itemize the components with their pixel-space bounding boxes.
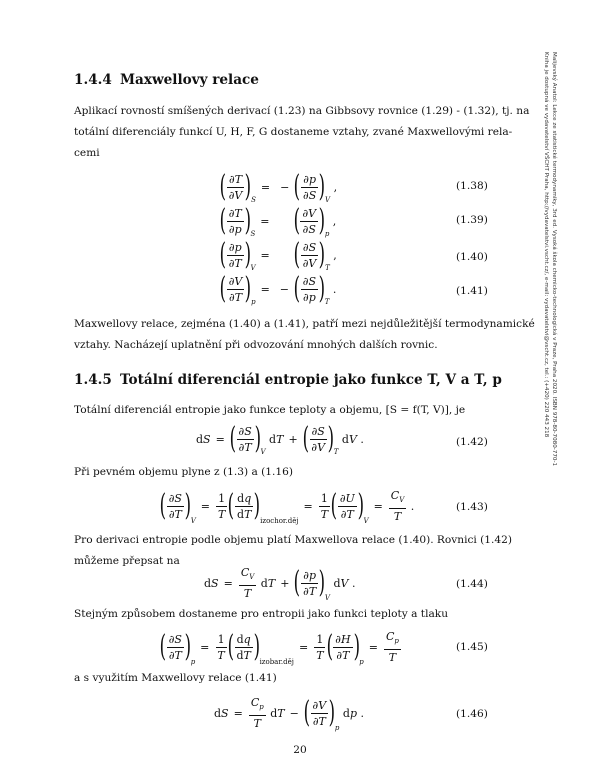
equation-number: (1.46) xyxy=(456,708,488,720)
paragraph-total-differential: Totální diferenciál entropie jako funkce teploty a objemu, [S = f(T, V)], je xyxy=(74,404,466,416)
equation-1-41: ( ∂V ∂T ) p = − ( ∂S ∂p ) T . xyxy=(219,271,337,306)
paragraph-intro xyxy=(74,101,530,164)
equation-number: (1.39) xyxy=(456,214,488,226)
paragraph-const-volume: Při pevném objemu plyne z (1.3) a (1.16) xyxy=(74,466,294,478)
sidebar-copyright-note xyxy=(527,52,559,692)
text-line: Aplikací rovností smíšených derivací (1.23) na Gibbsovy rovnice (1.29) - (1.32), tj. na xyxy=(74,105,530,117)
paragraph-same-way: Stejným způsobem dostaneme pro entropii jako funkci teploty a tlaku xyxy=(74,608,449,620)
equation-1-38: ( ∂T ∂V ) S = − ( ∂p ∂S ) V , xyxy=(219,169,338,204)
text-line: Pro derivaci entropie podle objemu platí Maxwellova relace (1.40). Rovnici (1.42) xyxy=(74,534,513,546)
equation-number: (1.40) xyxy=(456,251,488,263)
equation-number: (1.45) xyxy=(456,641,488,653)
text-line: Maxwellovy relace, zejména (1.40) a (1.41), patří mezi nejdůležitější termodynamické xyxy=(74,318,535,330)
section-title: Maxwellovy relace xyxy=(120,72,259,88)
equation-1-40: ( ∂p ∂T ) V = ( ∂S ∂V ) T , xyxy=(219,237,337,272)
sidebar-line: Malijevský Anatol: Lekce ze statistické termodynamiky, 3rd ed. Vysoká škola chemicko-technologická v Praze, Praha 2020. ISBN 978-80-7080-770-1 xyxy=(551,52,557,467)
section-number: 1.4.4 xyxy=(74,72,112,88)
process-label-izobar: izobar.děj xyxy=(259,658,294,667)
equation-1-42: d S = ( ∂S ∂T ) V d T + ( ∂S ∂V ) T d V . xyxy=(196,421,364,456)
text-line: můžeme přepsat na xyxy=(74,555,180,567)
equation-1-39: ( ∂T ∂p ) S = ( ∂V ∂S ) p , xyxy=(219,203,337,238)
section-heading-1-4-5 xyxy=(74,372,502,388)
process-label-izochor: izochor.děj xyxy=(260,517,299,526)
equation-1-45: ( ∂S ∂T ) p = $\frac{1}{T}$ ( dq dT ) izobar.děj = $\frac{1}{T}$ ( ∂H ∂T ) p = $\frac{C_p}{T}$ xyxy=(159,629,399,667)
equation-number: (1.38) xyxy=(456,180,488,192)
equation-number: (1.42) xyxy=(456,436,488,448)
sidebar-line: Kniha je dostupná ve vydavatelství VŠCHT Praha, http://vydavatelstvi.vscht.cz/, e-mail: vydavatelstvi@vscht.cz, tel.: (+420) 220 443 218 xyxy=(543,52,549,438)
equation-number: (1.43) xyxy=(456,501,488,513)
paragraph-using-maxwell: a s využitím Maxwellovy relace (1.41) xyxy=(74,672,277,684)
text-line: totální diferenciály funkcí U, H, F, G dostaneme vztahy, zvané Maxwellovými rela- xyxy=(74,126,513,138)
equation-1-46: d S = $\frac{C_p}{T}$ d T − ( ∂V ∂T ) p d p . xyxy=(214,695,364,733)
equation-number: (1.44) xyxy=(456,578,488,590)
page-number: 20 xyxy=(293,744,307,756)
paragraph-maxwell-note xyxy=(74,314,535,356)
section-number: 1.4.5 xyxy=(74,372,112,388)
equation-number: (1.41) xyxy=(456,285,488,297)
equation-1-44: d S = $\frac{C_V}{T}$ d T + ( ∂p ∂T ) V d V . xyxy=(204,565,356,603)
section-title: Totální diferenciál entropie jako funkce T, V a T, p xyxy=(120,372,502,388)
text-line: vztahy. Nacházejí uplatnění při odvozování mnohých dalších rovnic. xyxy=(74,339,438,351)
section-heading-1-4-4 xyxy=(74,72,259,88)
text-line: cemi xyxy=(74,147,100,159)
equation-1-43: ( ∂S ∂T ) V = $\frac{1}{T}$ ( dq dT ) izochor.děj = $\frac{1}{T}$ ( ∂U ∂T ) V = $\frac{C_V}{T}$ . xyxy=(159,488,415,526)
